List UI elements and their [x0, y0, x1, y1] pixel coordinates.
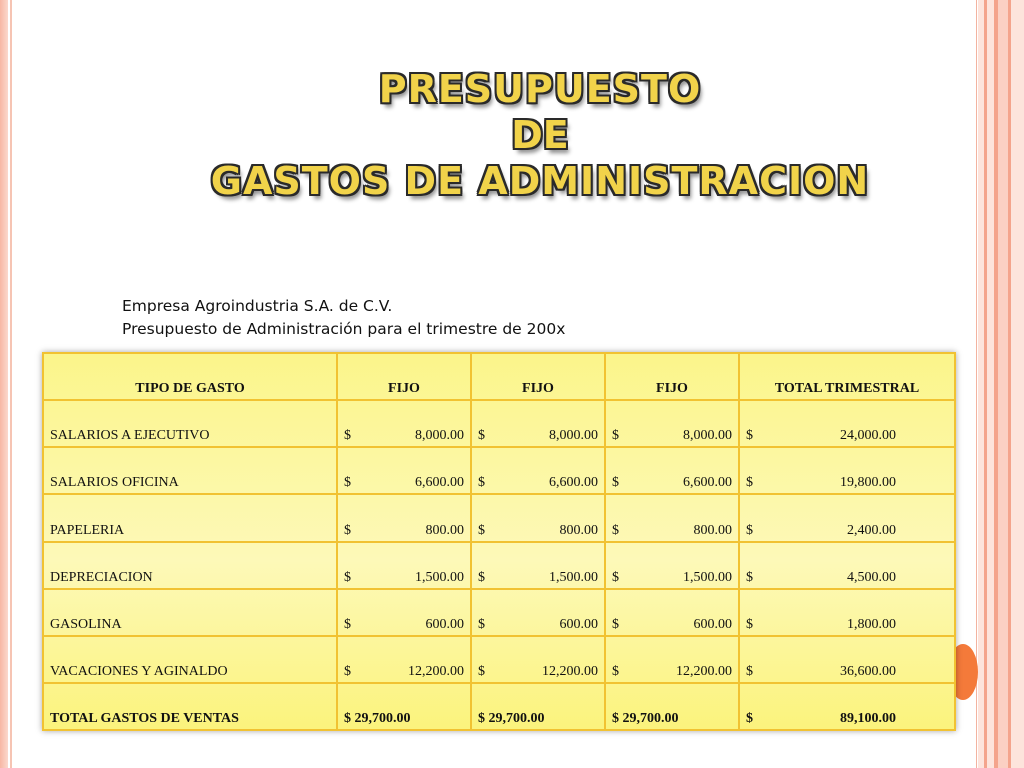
- currency-symbol: $: [344, 522, 351, 538]
- currency-symbol: $: [746, 522, 753, 538]
- row-total-trimestral: [739, 636, 955, 683]
- header-fijo-1: FIJO: [337, 353, 471, 400]
- total-fijo-3: $ 29,700.00: [605, 683, 739, 730]
- amount-value: 36,600.00: [840, 663, 896, 679]
- currency-symbol: $: [344, 616, 351, 632]
- currency-symbol: $: [478, 663, 485, 679]
- currency-symbol: $: [746, 663, 753, 679]
- amount-value: 8,000.00: [415, 428, 464, 444]
- budget-subtitle: Presupuesto de Administración para el trimestre de 200x: [122, 320, 566, 338]
- slide-frame-right: [978, 0, 1024, 768]
- amount-value: 12,200.00: [408, 663, 464, 679]
- amount-value: 2,400.00: [847, 522, 896, 538]
- row-fijo-2: [471, 447, 605, 494]
- row-total-trimestral: [739, 542, 955, 589]
- table-row: [43, 636, 955, 683]
- row-label: GASOLINA: [43, 589, 337, 636]
- currency-symbol: $: [612, 616, 619, 632]
- row-fijo-3: [605, 542, 739, 589]
- currency-symbol: $: [612, 522, 619, 538]
- row-fijo-3: [605, 636, 739, 683]
- total-fijo-2: $ 29,700.00: [471, 683, 605, 730]
- currency-symbol: $: [344, 569, 351, 585]
- amount-value: 800.00: [693, 522, 732, 538]
- total-currency: $: [746, 711, 753, 726]
- row-fijo-1: [337, 400, 471, 447]
- currency-symbol: $: [478, 616, 485, 632]
- amount-value: 1,500.00: [549, 569, 598, 585]
- currency-symbol: $: [612, 569, 619, 585]
- currency-symbol: $: [344, 663, 351, 679]
- currency-symbol: $: [612, 663, 619, 679]
- title-line-1: PRESUPUESTO: [378, 67, 702, 111]
- total-trimestral-value: 89,100.00: [840, 711, 896, 726]
- amount-value: 800.00: [425, 522, 464, 538]
- budget-table: [42, 352, 956, 731]
- amount-value: 600.00: [425, 616, 464, 632]
- currency-symbol: $: [746, 475, 753, 491]
- row-label: DEPRECIACION: [43, 542, 337, 589]
- header-total-trimestral: TOTAL TRIMESTRAL: [739, 353, 955, 400]
- row-total-trimestral: [739, 447, 955, 494]
- header-fijo-3: FIJO: [605, 353, 739, 400]
- row-fijo-1: [337, 636, 471, 683]
- table-row: [43, 589, 955, 636]
- amount-value: 6,600.00: [683, 475, 732, 491]
- currency-symbol: $: [344, 428, 351, 444]
- row-fijo-2: [471, 542, 605, 589]
- table-row: [43, 400, 955, 447]
- amount-value: 19,800.00: [840, 475, 896, 491]
- row-total-trimestral: [739, 494, 955, 541]
- title-line-3: GASTOS DE ADMINISTRACION: [210, 159, 870, 203]
- header-fijo-2: FIJO: [471, 353, 605, 400]
- row-total-trimestral: [739, 589, 955, 636]
- amount-value: 6,600.00: [549, 475, 598, 491]
- row-fijo-3: [605, 589, 739, 636]
- row-fijo-3: [605, 494, 739, 541]
- row-fijo-3: [605, 447, 739, 494]
- budget-table-container: [42, 352, 956, 731]
- row-fijo-2: [471, 636, 605, 683]
- total-label: TOTAL GASTOS DE VENTAS: [43, 683, 337, 730]
- slide-frame-right-rule: [976, 0, 977, 768]
- currency-symbol: $: [478, 475, 485, 491]
- amount-value: 6,600.00: [415, 475, 464, 491]
- row-fijo-1: [337, 447, 471, 494]
- currency-symbol: $: [612, 428, 619, 444]
- slide-frame-left-line: [10, 0, 12, 768]
- row-fijo-3: [605, 400, 739, 447]
- amount-value: 12,200.00: [542, 663, 598, 679]
- currency-symbol: $: [478, 569, 485, 585]
- table-row: [43, 542, 955, 589]
- row-fijo-1: [337, 494, 471, 541]
- row-label: SALARIOS OFICINA: [43, 447, 337, 494]
- total-fijo-1: $ 29,700.00: [337, 683, 471, 730]
- amount-value: 12,200.00: [676, 663, 732, 679]
- total-trimestral-cell: [739, 683, 955, 730]
- currency-symbol: $: [746, 569, 753, 585]
- currency-symbol: $: [344, 475, 351, 491]
- row-fijo-2: [471, 589, 605, 636]
- header-tipo-gasto: TIPO DE GASTO: [43, 353, 337, 400]
- row-label: VACACIONES Y AGINALDO: [43, 636, 337, 683]
- amount-value: 600.00: [693, 616, 732, 632]
- title-line-2: DE: [511, 113, 569, 157]
- table-header-row: [43, 353, 955, 400]
- row-fijo-2: [471, 400, 605, 447]
- row-fijo-1: [337, 589, 471, 636]
- currency-symbol: $: [746, 616, 753, 632]
- amount-value: 600.00: [559, 616, 598, 632]
- amount-value: 1,500.00: [415, 569, 464, 585]
- row-fijo-2: [471, 494, 605, 541]
- currency-symbol: $: [612, 475, 619, 491]
- row-total-trimestral: [739, 400, 955, 447]
- amount-value: 800.00: [559, 522, 598, 538]
- currency-symbol: $: [478, 522, 485, 538]
- slide-title: [200, 67, 880, 203]
- slide-frame-left: [0, 0, 8, 768]
- currency-symbol: $: [746, 428, 753, 444]
- row-label: SALARIOS A EJECUTIVO: [43, 400, 337, 447]
- table-total-row: [43, 683, 955, 730]
- amount-value: 4,500.00: [847, 569, 896, 585]
- amount-value: 24,000.00: [840, 428, 896, 444]
- table-row: [43, 494, 955, 541]
- company-name: Empresa Agroindustria S.A. de C.V.: [122, 297, 393, 315]
- row-fijo-1: [337, 542, 471, 589]
- row-label: PAPELERIA: [43, 494, 337, 541]
- amount-value: 1,800.00: [847, 616, 896, 632]
- amount-value: 8,000.00: [683, 428, 732, 444]
- amount-value: 1,500.00: [683, 569, 732, 585]
- amount-value: 8,000.00: [549, 428, 598, 444]
- table-row: [43, 447, 955, 494]
- currency-symbol: $: [478, 428, 485, 444]
